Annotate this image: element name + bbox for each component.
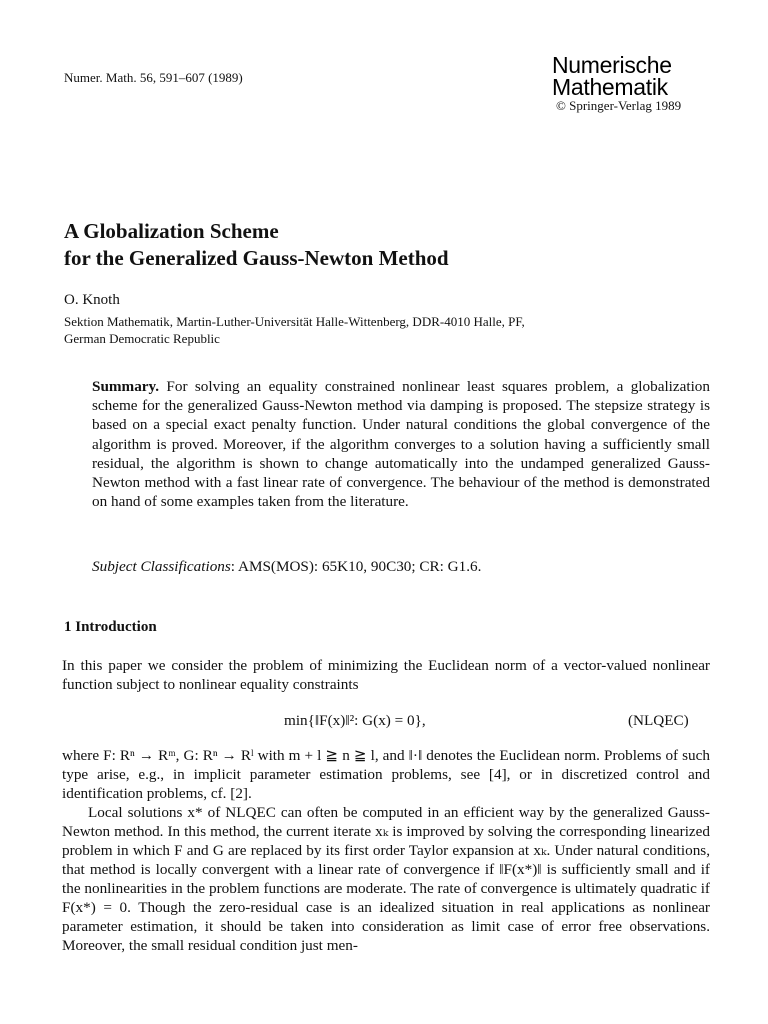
- journal-name-line1: Numerische: [552, 52, 672, 78]
- section-heading: 1 Introduction: [64, 619, 157, 635]
- subject-classifications: [92, 558, 481, 576]
- journal-logo: [552, 54, 672, 98]
- intro-paragraph-1: In this paper we consider the problem of minimizing the Euclidean norm of a vector-valued nonlinear function subject to nonlinear equality constraints: [62, 657, 710, 693]
- title-line2: for the Generalized Gauss-Newton Method: [64, 246, 449, 270]
- article-title: [64, 218, 684, 272]
- title-line1: A Globalization Scheme: [64, 219, 279, 243]
- equation-nlqec: min{‖F(x)‖²: G(x) = 0},: [284, 712, 426, 729]
- author-affiliation: [64, 313, 684, 347]
- summary-text: For solving an equality constrained nonlinear least squares problem, a globalization scheme for the generalized Gauss-Newton method via damping is proposed. The stepsize strategy is based on a special exact penalty function. Under natural conditions the global convergence of the algorithm is proved. Moreover, if the algorithm converges to a solution having a sufficiently small residual, the algorithm is shown to change automatically into the undamped generalized Gauss-Newton method with a fast linear rate of convergence. The behaviour of the method is demonstrated on hand of some examples taken from the literature.: [92, 378, 710, 511]
- affiliation-line1: Sektion Mathematik, Martin-Luther-Universität Halle-Wittenberg, DDR-4010 Halle, PF,: [64, 314, 525, 329]
- intro-paragraph-2: where F: Rⁿ → Rᵐ, G: Rⁿ → Rˡ with m + l ≧ n ≧ l, and ‖·‖ denotes the Euclidean norm. Problems of such type arise, e.g., in implicit parameter estimation problems, see [4], or in discretized control and identification problems, cf. [2].: [62, 747, 710, 802]
- journal-name-line2: Mathematik: [552, 74, 668, 100]
- summary-label: Summary.: [92, 378, 160, 395]
- affiliation-line2: German Democratic Republic: [64, 331, 220, 346]
- subject-text: : AMS(MOS): 65K10, 90C30; CR: G1.6.: [230, 558, 482, 575]
- journal-reference: Numer. Math. 56, 591–607 (1989): [64, 70, 243, 85]
- intro-paragraph-3: Local solutions x* of NLQEC can often be computed in an efficient way by the generalized Gauss-Newton method. In this method, the current iterate xₖ is improved by solving the corresponding linearized problem in which F and G are replaced by its first order Taylor expansion at xₖ. Under natural conditions, that method is locally convergent with a linear rate of convergence if ‖F(x*)‖ is sufficiently small and if the nonlinearities in the problem functions are moderate. The rate of convergence is ultimately quadratic if F(x*) = 0. Though the zero-residual case is an idealized situation in real applications as nonlinear parameter estimation, it should be taken into consideration as limit case of error free observations. Moreover, the small residual condition just men-: [62, 804, 710, 954]
- publisher-copyright: © Springer-Verlag 1989: [556, 98, 682, 113]
- subject-label: Subject Classifications: [92, 558, 231, 575]
- author-name: O. Knoth: [64, 292, 120, 308]
- equation-label: (NLQEC): [628, 712, 689, 729]
- summary-paragraph: [92, 377, 710, 511]
